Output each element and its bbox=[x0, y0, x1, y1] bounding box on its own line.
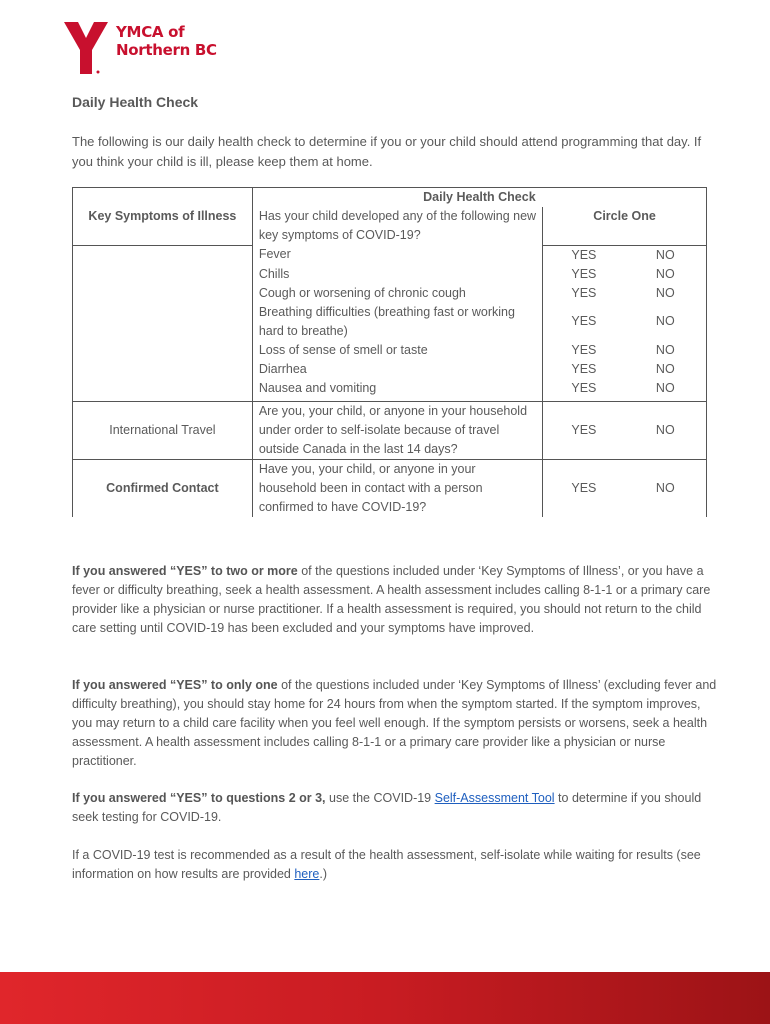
symptom-smell: Loss of sense of smell or taste bbox=[252, 341, 542, 360]
symptom-cough: Cough or worsening of chronic cough bbox=[252, 284, 542, 303]
contact-question: Have you, your child, or anyone in your household been in contact with a person confirmed to have COVID-19? bbox=[252, 459, 542, 517]
paragraph-two-or-more: If you answered “YES” to two or more of the questions included under ‘Key Symptoms of Illness’, or you have a fever or difficulty breathing, seek a health assessment. A health assessment includes calling 8-1-1 or a primary care provider like a physician or nurse practitioner. If a health assessment is required, you should not return to the child care setting until COVID-19 has been excluded and your symptoms have improved. bbox=[72, 564, 711, 635]
table-row bbox=[73, 459, 707, 517]
contact-label: Confirmed Contact bbox=[73, 459, 253, 517]
yes-option[interactable]: YES bbox=[543, 379, 625, 402]
travel-label: International Travel bbox=[73, 401, 253, 459]
header-key-symptoms: Key Symptoms of Illness bbox=[73, 207, 253, 245]
table-caption: Daily Health Check bbox=[252, 188, 706, 208]
paragraph-covid-test: If a COVID-19 test is recommended as a result of the health assessment, self-isolate while waiting for results (see information on how results are provided here.) bbox=[72, 848, 701, 881]
yes-option[interactable]: YES bbox=[543, 401, 625, 459]
symptom-chills: Chills bbox=[252, 265, 542, 284]
yes-option[interactable]: YES bbox=[571, 361, 597, 376]
page-title: Daily Health Check bbox=[72, 94, 199, 110]
symptom-nausea: Nausea and vomiting bbox=[252, 379, 542, 402]
footer-bar bbox=[0, 972, 770, 1024]
header-circle-one: Circle One bbox=[543, 207, 707, 245]
results-here-link[interactable]: here bbox=[294, 867, 320, 881]
paragraph-questions-2-3: If you answered “YES” to questions 2 or 3, use the COVID-19 Self-Assessment Tool to determine if you should seek testing for COVID-19. bbox=[72, 791, 702, 824]
yes-option[interactable]: YES bbox=[571, 342, 597, 357]
no-option[interactable]: NO bbox=[625, 265, 707, 284]
yes-option[interactable]: YES bbox=[571, 314, 597, 328]
yes-option[interactable]: YES bbox=[571, 285, 597, 300]
no-option[interactable]: NO bbox=[625, 341, 707, 360]
no-option[interactable]: NO bbox=[625, 401, 707, 459]
no-option[interactable]: NO bbox=[625, 379, 707, 402]
no-option[interactable]: NO bbox=[625, 459, 707, 517]
yes-option[interactable]: YES bbox=[571, 480, 597, 495]
paragraph-only-one: If you answered “YES” to only one of the questions included under ‘Key Symptoms of Illness’ (excluding fever and difficulty breathing), you should stay home for 24 hours from when the symptom started. If the symptom improves, you may return to a child care facility when you feel well enough. If the symptom persists or worsens, seek a health assessment. A health assessment includes calling 8-1-1 or a primary care provider like a physician or nurse practitioner. bbox=[72, 678, 717, 768]
no-option[interactable]: NO bbox=[625, 303, 707, 341]
table-row bbox=[73, 245, 707, 265]
yes-option[interactable]: YES bbox=[571, 247, 597, 262]
travel-question: Are you, your child, or anyone in your household under order to self-isolate because of travel outside Canada in the last 14 days? bbox=[252, 401, 542, 459]
symptom-fever: Fever bbox=[252, 245, 542, 265]
no-option[interactable]: NO bbox=[625, 360, 707, 379]
no-option[interactable]: NO bbox=[625, 245, 707, 265]
symptom-diarrhea: Diarrhea bbox=[252, 360, 542, 379]
intro-text: The following is our daily health check to determine if you or your child should attend programming that day. If you think your child is ill, please keep them at home. bbox=[72, 134, 702, 169]
table-row bbox=[73, 401, 707, 459]
ymca-logo bbox=[64, 22, 217, 76]
no-option[interactable]: NO bbox=[625, 284, 707, 303]
health-check-table bbox=[72, 187, 707, 517]
yes-option[interactable]: YES bbox=[571, 266, 597, 281]
logo-line-1: YMCA of bbox=[116, 23, 185, 41]
self-assessment-tool-link[interactable]: Self-Assessment Tool bbox=[434, 791, 555, 805]
logo-line-2: Northern BC bbox=[116, 41, 217, 59]
symptom-breathing: Breathing difficulties (breathing fast or working hard to breathe) bbox=[252, 303, 542, 341]
ymca-y-icon bbox=[64, 22, 108, 76]
header-question: Has your child developed any of the following new key symptoms of COVID-19? bbox=[252, 207, 542, 245]
